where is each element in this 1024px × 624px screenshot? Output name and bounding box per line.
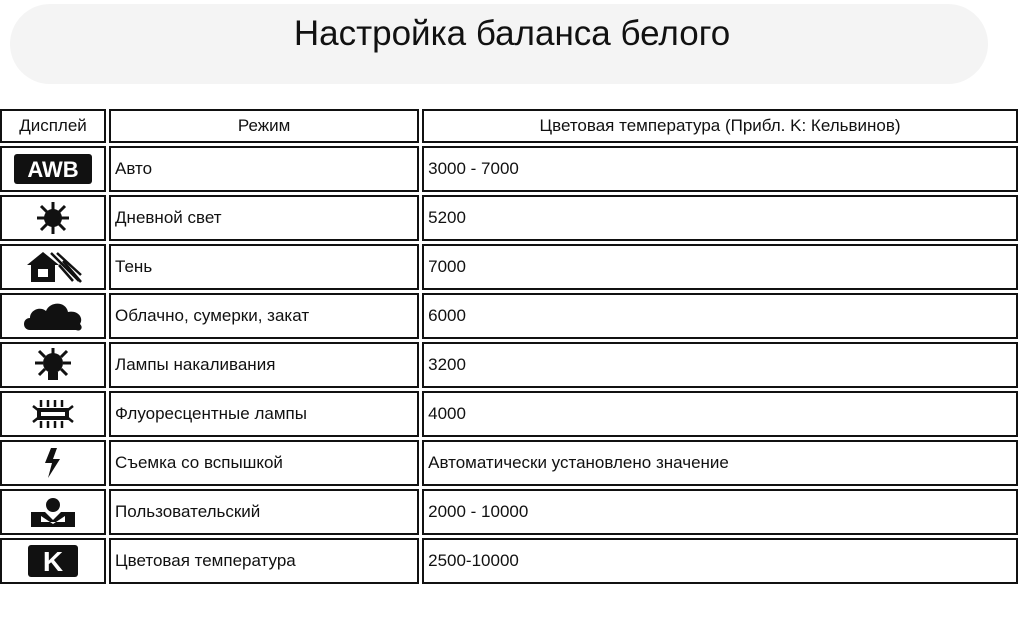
table-row xyxy=(0,391,1018,437)
display-cell xyxy=(0,489,106,535)
mode-cell: Тень xyxy=(109,244,419,290)
temperature-cell: 2500-10000 xyxy=(422,538,1018,584)
temperature-cell: 7000 xyxy=(422,244,1018,290)
mode-cell: Лампы накаливания xyxy=(109,342,419,388)
table-row xyxy=(0,244,1018,290)
display-cell xyxy=(0,391,106,437)
table-header-row xyxy=(0,109,1018,143)
page-title: Настройка баланса белого xyxy=(293,14,731,53)
shade-house-icon xyxy=(23,249,83,285)
header-display: Дисплей xyxy=(0,109,106,143)
mode-cell: Авто xyxy=(109,146,419,192)
header-mode: Режим xyxy=(109,109,419,143)
temperature-cell: 2000 - 10000 xyxy=(422,489,1018,535)
display-cell xyxy=(0,538,106,584)
temperature-cell: 4000 xyxy=(422,391,1018,437)
mode-cell: Цветовая температура xyxy=(109,538,419,584)
custom-wb-icon xyxy=(27,494,79,530)
kelvin-k-icon xyxy=(27,544,79,578)
daylight-sun-icon xyxy=(33,200,73,236)
mode-cell: Дневной свет xyxy=(109,195,419,241)
display-cell xyxy=(0,342,106,388)
table-row xyxy=(0,538,1018,584)
temperature-cell: Автоматически установлено значение xyxy=(422,440,1018,486)
table-row xyxy=(0,342,1018,388)
temperature-cell: 6000 xyxy=(422,293,1018,339)
mode-cell: Съемка со вспышкой xyxy=(109,440,419,486)
table-row xyxy=(0,489,1018,535)
table-row xyxy=(0,293,1018,339)
temperature-cell: 3000 - 7000 xyxy=(422,146,1018,192)
mode-cell: Пользовательский xyxy=(109,489,419,535)
mode-cell: Флуоресцентные лампы xyxy=(109,391,419,437)
fluorescent-lamp-icon xyxy=(31,396,75,432)
temperature-cell: 5200 xyxy=(422,195,1018,241)
mode-cell: Облачно, сумерки, закат xyxy=(109,293,419,339)
display-cell xyxy=(0,440,106,486)
white-balance-table xyxy=(0,106,1021,587)
table-row xyxy=(0,440,1018,486)
awb-icon-text: AWB xyxy=(27,157,79,182)
display-cell xyxy=(0,146,106,192)
table-row xyxy=(0,195,1018,241)
header-color-temperature: Цветовая температура (Прибл. K: Кельвинов) xyxy=(422,109,1018,143)
cloudy-icon xyxy=(20,298,86,334)
temperature-cell: 3200 xyxy=(422,342,1018,388)
awb-icon xyxy=(13,153,93,185)
display-cell xyxy=(0,195,106,241)
table-row xyxy=(0,146,1018,192)
display-cell xyxy=(0,293,106,339)
tungsten-bulb-icon xyxy=(31,347,75,383)
flash-icon xyxy=(41,445,65,481)
display-cell xyxy=(0,244,106,290)
kelvin-icon-text: K xyxy=(42,546,64,577)
